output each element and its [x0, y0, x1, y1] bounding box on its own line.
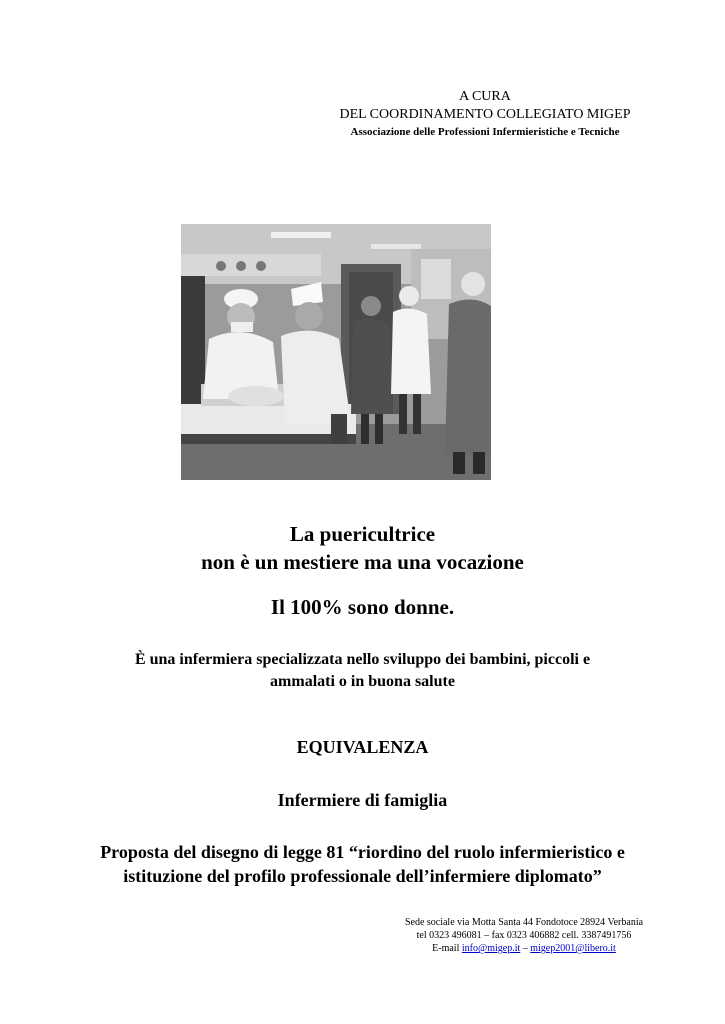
- header-line-3: Associazione delle Professioni Infermieristiche e Tecniche: [350, 126, 620, 138]
- header-line-2: DEL COORDINAMENTO COLLEGIATO MIGEP: [339, 107, 631, 122]
- title-line-1: La puericultrice: [289, 522, 436, 546]
- email-link-migep2001[interactable]: migep2001@libero.it: [530, 943, 616, 954]
- email-prefix: E-mail: [432, 943, 462, 954]
- footer-email-line: [384, 942, 664, 955]
- footer-phone: tel 0323 496081 – fax 0323 406882 cell. 3387491756: [416, 930, 632, 941]
- header-line-1: A CURA: [459, 89, 511, 104]
- proposal-line-2: istituzione del profilo professionale dell’infermiere diplomato”: [123, 866, 602, 886]
- title-line-2: non è un mestiere ma una vocazione: [201, 550, 524, 574]
- footer-address: Sede sociale via Motta Santa 44 Fondotoce 28924 Verbania: [404, 917, 644, 928]
- header-block: [270, 88, 700, 140]
- infermiere-famiglia-heading: Infermiere di famiglia: [277, 790, 448, 810]
- description-line-1: È una infermiera specializzata nello sviluppo dei bambini, piccoli e: [134, 651, 591, 668]
- description-line-2: ammalati o in buona salute: [270, 673, 455, 690]
- footer-contact: [384, 916, 664, 955]
- nursery-photo: [181, 224, 491, 480]
- equivalenza-heading: EQUIVALENZA: [296, 737, 429, 757]
- email-link-info[interactable]: info@migep.it: [461, 943, 521, 954]
- nursery-photo-illustration: [181, 224, 491, 480]
- email-separator: –: [520, 943, 531, 954]
- stat-heading: Il 100% sono donne.: [270, 595, 455, 619]
- proposal-line-1: Proposta del disegno di legge 81 “riordino del ruolo infermieristico e: [100, 842, 625, 862]
